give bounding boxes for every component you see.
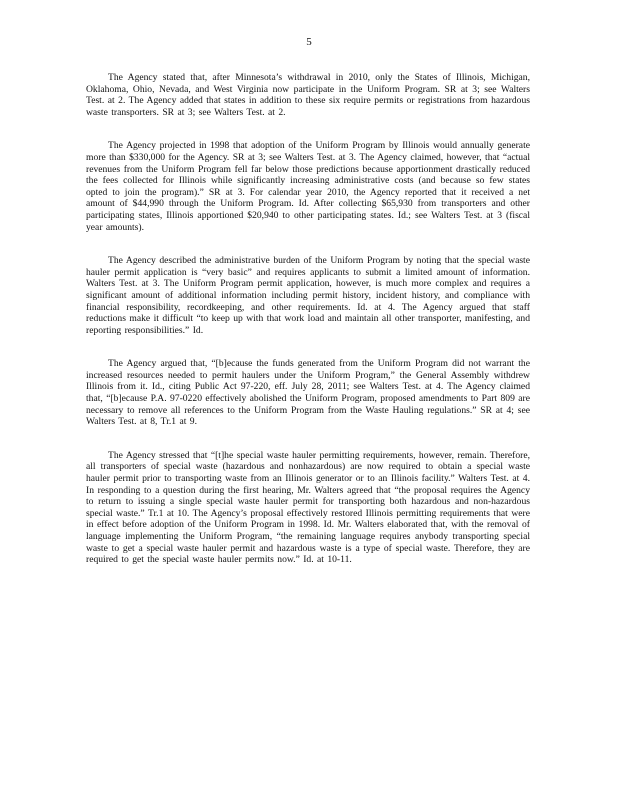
paragraph: The Agency stated that, after Minnesota’s withdrawal in 2010, only the States of Illinois, Michigan, Oklahoma, Ohio, Nevada, and West Virginia now participate in the Uniform Program. SR at 3; see Walters Test. at 2. The Agency added that states in addition to these six require permits or registrations from hazardous waste transporters. SR at 3; see Walters Test. at 2. [86, 72, 530, 118]
page-number: 5 [306, 36, 312, 48]
paragraph: The Agency projected in 1998 that adoption of the Uniform Program by Illinois would annually generate more than $330,000 for the Agency. SR at 3; see Walters Test. at 3. The Agency claimed, however, that “actual revenues from the Uniform Program fell far below those predictions because apportionment drastically reduced the fees collected for Illinois while significantly increasing administrative costs (and because so few states opted to join the program).” SR at 3. For calendar year 2010, the Agency reported that it received a net amount of $44,990 through the Uniform Program. Id. After collecting $65,930 from transporters and other participating states, Illinois apportioned $20,940 to other participating states. Id.; see Walters Test. at 3 (fiscal year amounts). [86, 140, 530, 233]
paragraph: The Agency stressed that “[t]he special waste hauler permitting requirements, however, remain. Therefore, all transporters of special waste (hazardous and nonhazardous) are now required to obtain a special waste hauler permit prior to transporting waste from an Illinois generator or to an Illinois facility.” Walters Test. at 4. In responding to a question during the first hearing, Mr. Walters agreed that “the proposal requires the Agency to return to issuing a single special waste hauler permit for transporting both hazardous and non-hazardous special waste.” Tr.1 at 10. The Agency’s proposal effectively restored Illinois permitting requirements that were in effect before adoption of the Uniform Program in 1998. Id. Mr. Walters elaborated that, with the removal of language implementing the Uniform Program, “the remaining language requires anybody transporting special waste to get a special waste hauler permit and hazardous waste is a type of special waste. Therefore, they are required to get the special waste hauler permits now.” Id. at 10-11. [86, 449, 530, 566]
paragraph: The Agency described the administrative burden of the Uniform Program by noting that the special waste hauler permit application is “very basic” and requires applicants to submit a limited amount of information. Walters Test. at 3. The Uniform Program permit application, however, is much more complex and requires a significant amount of additional information including permit history, incident history, and compliance with financial responsibility, recordkeeping, and other requirements. Id. at 4. The Agency argued that staff reductions make it difficult “to keep up with that work load and maintain all other transporter, manifesting, and reporting responsibilities.” Id. [86, 255, 530, 336]
document-body [86, 72, 530, 588]
paragraph: The Agency argued that, “[b]ecause the funds generated from the Uniform Program did not warrant the increased resources needed to permit haulers under the Uniform Program,” the General Assembly withdrew Illinois from it. Id., citing Public Act 97-220, eff. July 28, 2011; see Walters Test. at 4. The Agency claimed that, “[b]ecause P.A. 97-0220 effectively abolished the Uniform Program, proposed amendments to Part 809 are necessary to remove all references to the Uniform Program from the Waste Hauling regulations.” SR at 4; see Walters Test. at 8, Tr.1 at 9. [86, 358, 530, 428]
